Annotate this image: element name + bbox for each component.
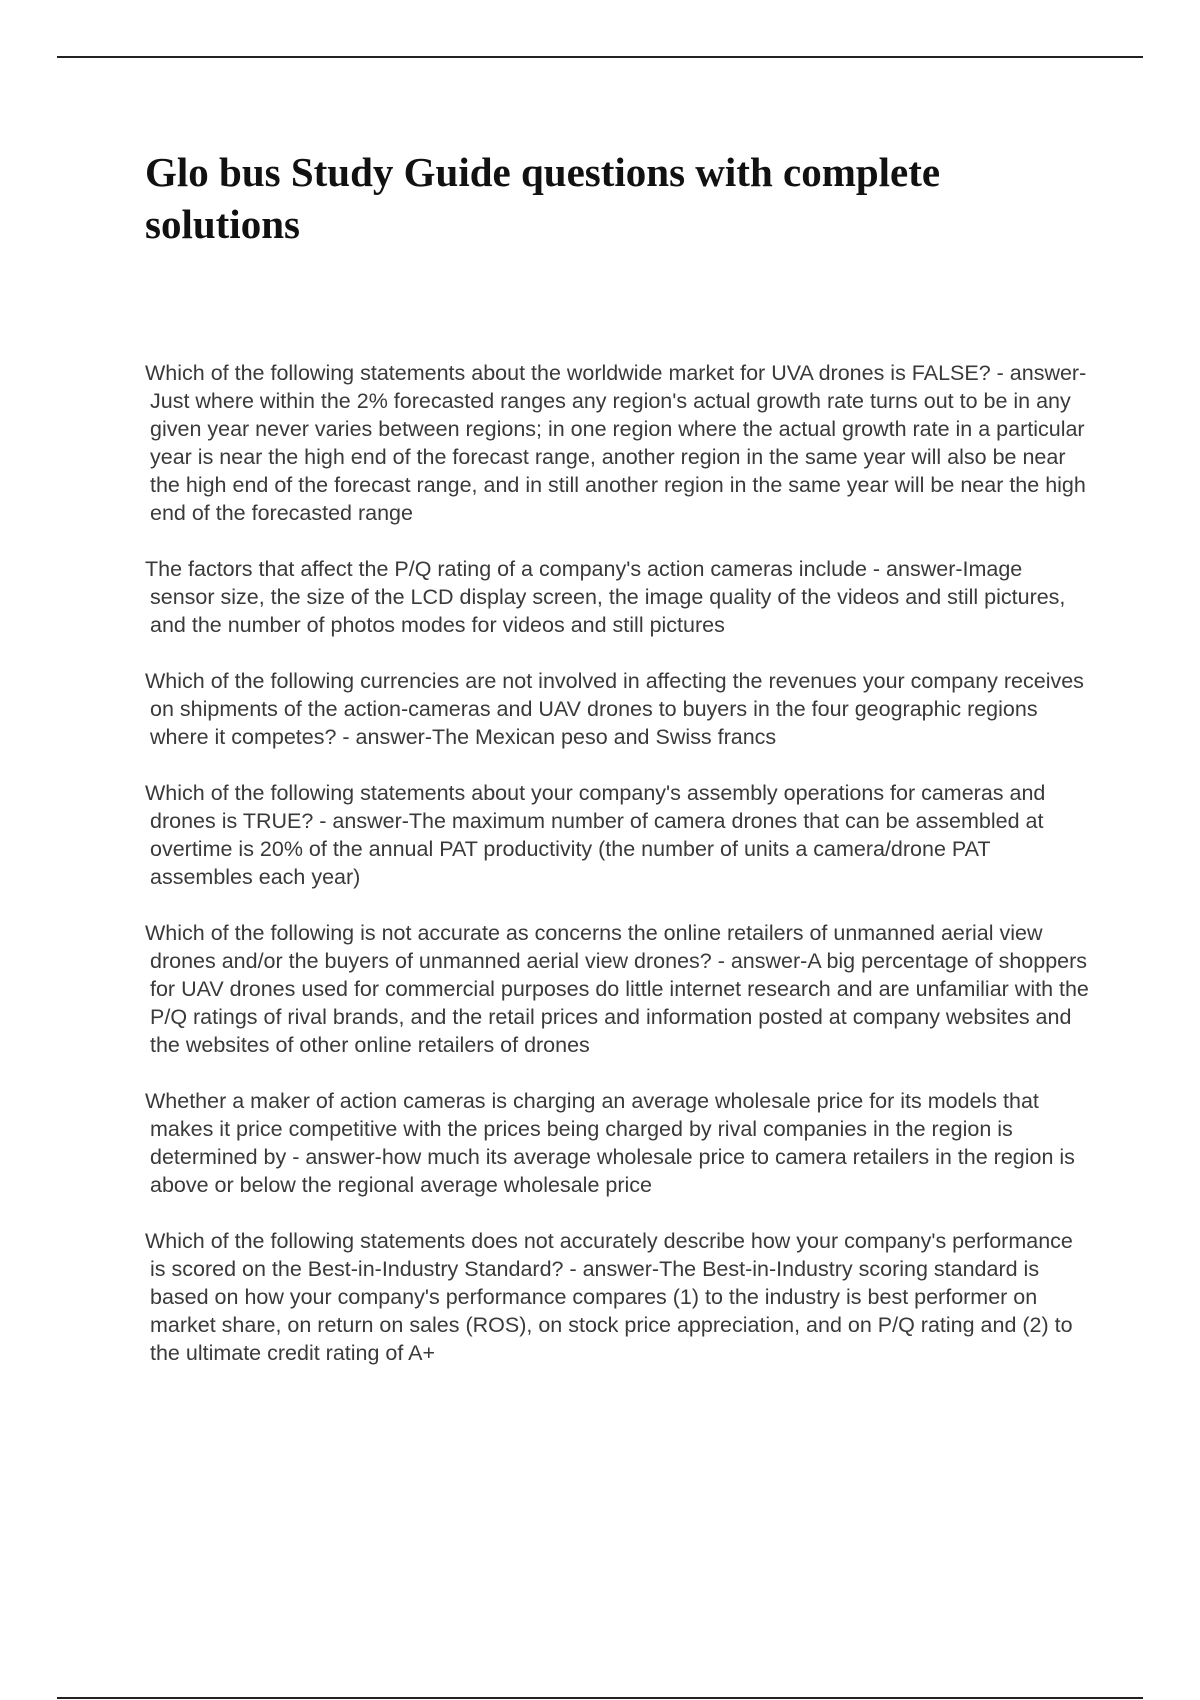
qa-item-4: Which of the following statements about your company's assembly operations for cameras and drones is TRUE? - answer-The maximum number of camera drones that can be assembled at overtime is 20% of the annual PAT productivity (the number of units a camera/drone PAT assembles each year): [145, 781, 1046, 889]
bottom-rule: [57, 1697, 1143, 1699]
qa-item-7: Which of the following statements does not accurately describe how your company's performance is scored on the Best-in-Industry Standard? - answer-The Best-in-Industry scoring standard is based on how your company's performance compares (1) to the industry is best performer on market share, on return on sales (ROS), on stock price appreciation, and on P/Q rating and (2) to the ultimate credit rating of A+: [145, 1229, 1073, 1365]
qa-list: [145, 359, 1090, 1395]
qa-item-2: The factors that affect the P/Q rating of a company's action cameras include - answer-Image sensor size, the size of the LCD display screen, the image quality of the videos and still pictures, and the number of photos modes for videos and still pictures: [145, 557, 1066, 637]
qa-item-1: Which of the following statements about the worldwide market for UVA drones is FALSE? - answer-Just where within the 2% forecasted ranges any region's actual growth rate turns out to be in any given year never varies between regions; in one region where the actual growth rate in a particular year is near the high end of the forecast range, another region in the same year will also be near the high end of the forecast range, and in still another region in the same year will be near the high end of the forecasted range: [145, 361, 1087, 525]
top-rule: [57, 56, 1143, 58]
qa-item-6: Whether a maker of action cameras is charging an average wholesale price for its models that makes it price competitive with the prices being charged by rival companies in the region is determined by - answer-how much its average wholesale price to camera retailers in the region is above or below the regional average wholesale price: [145, 1089, 1075, 1197]
qa-item-3: Which of the following currencies are not involved in affecting the revenues your company receives on shipments of the action-cameras and UAV drones to buyers in the four geographic regions where it competes? - answer-The Mexican peso and Swiss francs: [145, 669, 1084, 749]
qa-item-5: Which of the following is not accurate as concerns the online retailers of unmanned aerial view drones and/or the buyers of unmanned aerial view drones? - answer-A big percentage of shoppers for UAV drones used for commercial purposes do little internet research and are unfamiliar with the P/Q ratings of rival brands, and the retail prices and information posted at company websites and the websites of other online retailers of drones: [145, 921, 1089, 1057]
document-title: Glo bus Study Guide questions with complete solutions: [145, 149, 941, 247]
